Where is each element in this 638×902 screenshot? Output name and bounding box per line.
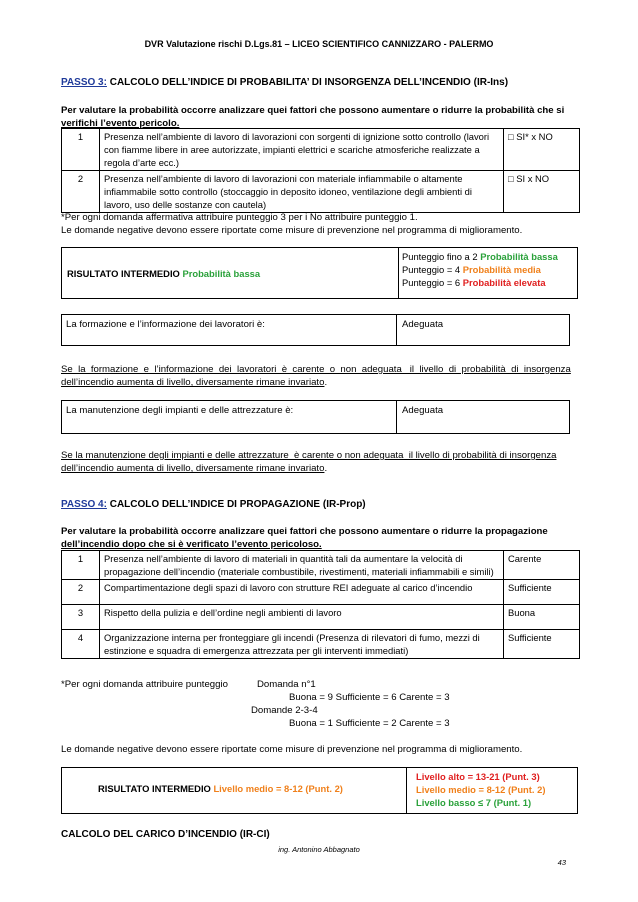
step4-legend — [416, 770, 545, 809]
score-line-1b: Domanda n°1 — [257, 679, 316, 690]
maintenance-question: La manutenzione degli impianti e delle attrezzature è: — [66, 405, 294, 416]
step4-intro-line-1: Per valutare la probabilità occorre analizzare quei fattori che possono aumentare o ridurre la propagazione — [61, 526, 548, 537]
row-text: Organizzazione interna per fronteggiare gli incendi (Presenza di rilevatori di fumo, mezzi di estinzione e squadra di emergenza attrezzata per gli interventi immediati) — [100, 630, 504, 659]
row-answer: □ SI* x NO — [504, 129, 580, 171]
next-section-title: CALCOLO DEL CARICO D’INCENDIO (IR-CI) — [61, 829, 270, 840]
score-line-3: Domande 2-3-4 — [251, 705, 318, 716]
step4-table — [61, 550, 580, 659]
training-note-1: Se la formazione e l’informazione dei lavoratori è carente o non adeguata il livello di probabilità di insorgenza — [61, 364, 571, 375]
row-text: Rispetto della pulizia e dell’ordine negli ambienti di lavoro — [100, 605, 504, 630]
legend-item: Punteggio fino a 2 Probabilità bassa — [402, 251, 558, 262]
maintenance-box — [61, 400, 570, 434]
maintenance-note-2-wrap: dell’incendio aumenta di livello, diversamente rimane invariato. — [61, 463, 328, 474]
step3-intro — [61, 104, 581, 130]
step4-title — [61, 499, 366, 510]
step4-intro-line-2: dell’incendio dopo che si è verificato l’evento pericoloso. — [61, 539, 322, 550]
step4-result — [98, 783, 343, 794]
row-answer: Carente — [504, 551, 580, 580]
step3-label: PASSO 3: — [61, 77, 107, 88]
row-answer: Buona — [504, 605, 580, 630]
page-header: DVR Valutazione rischi D.Lgs.81 – LICEO SCIENTIFICO CANNIZZARO - PALERMO — [144, 39, 494, 49]
table-row — [62, 580, 580, 605]
footer-author: ing. Antonino Abbagnato — [278, 845, 360, 854]
step3-intro-line-1: Per valutare la probabilità occorre analizzare quei fattori che possono aumentare o ridurre la probabilità che si — [61, 105, 565, 116]
step3-result-value: Probabilità bassa — [182, 268, 261, 279]
step3-legend — [402, 250, 558, 289]
step4-intro — [61, 525, 581, 551]
score-line-1: *Per ogni domanda attribuire punteggio — [61, 679, 228, 690]
row-number: 3 — [62, 605, 100, 630]
training-question: La formazione e l’informazione dei lavoratori è: — [66, 319, 265, 330]
row-number: 2 — [62, 580, 100, 605]
step3-result — [67, 268, 260, 279]
row-text: Presenza nell’ambiente di lavoro di lavorazioni con sorgenti di ignizione sotto controllo (lavori con fiamme libere in aree autorizzate, impianti elettrici e scariche atmosferiche realizzate a regola d’arte ecc.) — [100, 129, 504, 171]
table-row — [62, 171, 580, 213]
maintenance-note-1: Se la manutenzione degli impianti e delle attrezzature è carente o non adeguata il livello di probabilità di insorgenza — [61, 450, 557, 461]
legend-item: Livello basso ≤ 7 (Punt. 1) — [416, 797, 532, 808]
step4-label: PASSO 4: — [61, 499, 107, 510]
step3-note-1: *Per ogni domanda affermativa attribuire punteggio 3 per i No attribuire punteggio 1. — [61, 212, 418, 223]
step3-intro-line-2: verifichi l’evento pericolo. — [61, 118, 180, 129]
row-text: Presenza nell’ambiente di lavoro di lavorazioni con materiale infiammabile o altamente infiammabile sotto controllo (stoccaggio in deposito idoneo, ventilazione degli ambienti di lavoro, uso delle sostanze con cautela) — [100, 171, 504, 213]
row-number: 4 — [62, 630, 100, 659]
step3-note-2: Le domande negative devono essere riportate come misure di prevenzione nel programma di miglioramento. — [61, 225, 523, 236]
row-number: 2 — [62, 171, 100, 213]
maintenance-answer: Adeguata — [402, 405, 444, 416]
step3-title — [61, 77, 508, 88]
training-note-2: dell’incendio aumenta di livello, diversamente rimane invariato — [61, 377, 325, 388]
score-line-4: Buona = 1 Sufficiente = 2 Carente = 3 — [289, 718, 450, 729]
step3-result-label: RISULTATO INTERMEDIO — [67, 268, 183, 279]
legend-item: Livello alto = 13-21 (Punt. 3) — [416, 771, 540, 782]
step4-result-label: RISULTATO INTERMEDIO — [98, 783, 214, 794]
row-text: Presenza nell’ambiente di lavoro di materiali in quantità tali da aumentare la velocità di propagazione dell’incendio (materiale combustibile, rivestimenti, materiali infiammabili e simili) — [100, 551, 504, 580]
training-box — [61, 314, 570, 346]
legend-item: Punteggio = 4 Probabilità media — [402, 264, 541, 275]
step3-result-box — [61, 247, 578, 299]
table-row — [62, 551, 580, 580]
step3-table — [61, 128, 580, 213]
row-answer: Sufficiente — [504, 580, 580, 605]
step3-heading: CALCOLO DELL’INDICE DI PROBABILITA’ DI INSORGENZA DELL’INCENDIO (IR-Ins) — [106, 77, 509, 88]
row-answer: Sufficiente — [504, 630, 580, 659]
score-line-2: Buona = 9 Sufficiente = 6 Carente = 3 — [289, 692, 450, 703]
row-text: Compartimentazione degli spazi di lavoro con strutture REI adeguate al carico d’incendio — [100, 580, 504, 605]
maintenance-note-2: dell’incendio aumenta di livello, diversamente rimane invariato — [61, 463, 325, 474]
training-answer: Adeguata — [402, 319, 444, 330]
table-row — [62, 129, 580, 171]
row-answer: □ SI x NO — [504, 171, 580, 213]
step4-heading: CALCOLO DELL’INDICE DI PROPAGAZIONE (IR-Prop) — [106, 499, 366, 510]
step4-result-box — [61, 767, 578, 814]
step4-note: Le domande negative devono essere riportate come misure di prevenzione nel programma di miglioramento. — [61, 744, 523, 755]
legend-item: Punteggio = 6 Probabilità elevata — [402, 277, 546, 288]
row-number: 1 — [62, 551, 100, 580]
table-row — [62, 630, 580, 659]
row-number: 1 — [62, 129, 100, 171]
page-number: 43 — [557, 858, 566, 867]
step4-result-value: Livello medio = 8-12 (Punt. 2) — [213, 783, 343, 794]
training-note-2-wrap: dell’incendio aumenta di livello, diversamente rimane invariato. — [61, 377, 328, 388]
table-row — [62, 605, 580, 630]
legend-item: Livello medio = 8-12 (Punt. 2) — [416, 784, 546, 795]
